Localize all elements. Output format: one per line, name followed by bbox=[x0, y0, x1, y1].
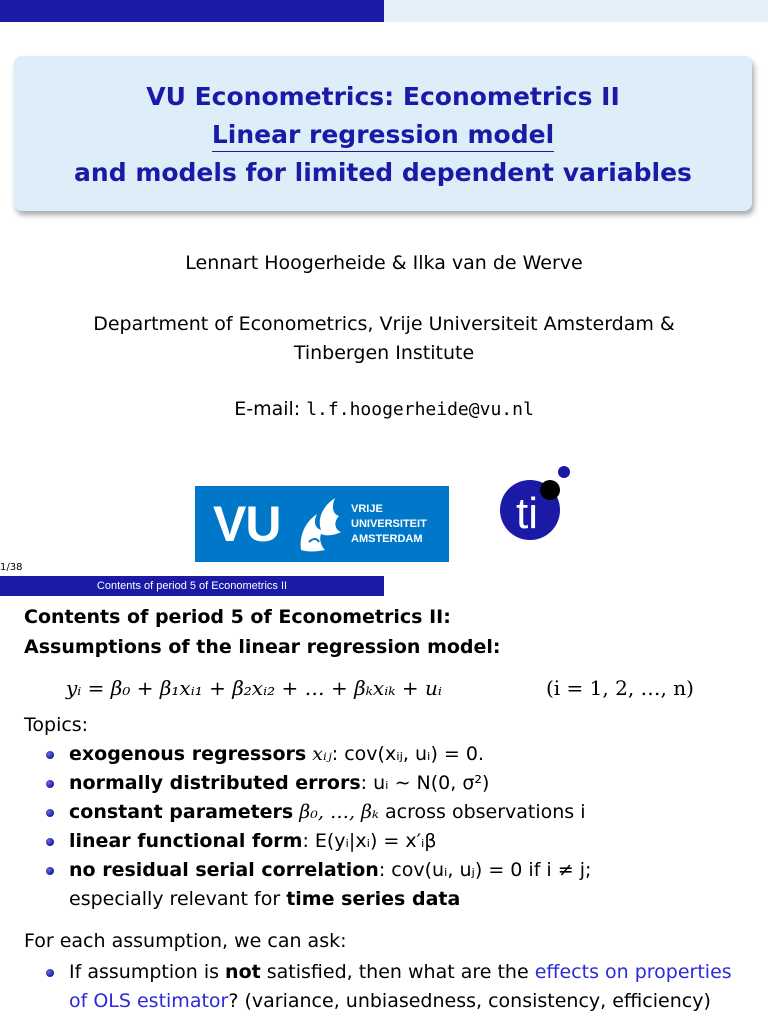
title-box bbox=[14, 56, 752, 211]
question-text: satisfied, then what are the bbox=[260, 961, 535, 983]
title-line-3: and models for limited dependent variables bbox=[74, 158, 692, 187]
list-item bbox=[46, 827, 591, 856]
vu-logo-words bbox=[351, 502, 427, 547]
topic-bold: linear functional form bbox=[69, 830, 303, 852]
topics-label: Topics: bbox=[24, 714, 89, 736]
topic-rest: : E(yᵢ|xᵢ) = x′ᵢβ bbox=[302, 830, 437, 852]
title-line-1: VU Econometrics: Econometrics II bbox=[146, 82, 620, 111]
section-bar: Contents of period 5 of Econometrics II bbox=[0, 576, 384, 596]
question-bold: not bbox=[225, 961, 261, 983]
topic-continuation: especially relevant for bbox=[69, 888, 287, 910]
tinbergen-logo bbox=[492, 462, 572, 546]
department-line-1: Department of Econometrics, Vrije Universiteit Amsterdam & bbox=[93, 313, 675, 335]
page-number: 1/38 bbox=[0, 562, 23, 573]
questions-list bbox=[46, 958, 732, 1016]
topic-math: xᵢⱼ bbox=[306, 743, 332, 765]
topics-list bbox=[46, 740, 591, 914]
topic-bold: constant parameters bbox=[69, 801, 294, 823]
vu-logo bbox=[195, 486, 449, 562]
vu-logo-word-1: VRIJE bbox=[351, 503, 383, 515]
bullet-icon bbox=[46, 969, 54, 977]
tinbergen-logo-text: ti bbox=[516, 489, 538, 538]
vu-logo-word-2: UNIVERSITEIT bbox=[351, 518, 427, 530]
email-label: E-mail: bbox=[234, 398, 307, 420]
equation-index: (i = 1, 2, …, n) bbox=[546, 676, 694, 700]
topic-bold: no residual serial correlation bbox=[69, 859, 379, 881]
question-text: ? (variance, unbiasedness, consistency, efficiency) bbox=[228, 990, 711, 1012]
topic-rest: : cov(uᵢ, uⱼ) = 0 if i ≠ j; bbox=[378, 859, 592, 881]
bullet-icon bbox=[46, 751, 54, 759]
bullet-icon bbox=[46, 780, 54, 788]
griffin-icon bbox=[295, 492, 345, 556]
list-item bbox=[46, 740, 591, 769]
list-item bbox=[46, 856, 591, 914]
topic-continuation-bold: time series data bbox=[286, 888, 461, 910]
bullet-icon bbox=[46, 809, 54, 817]
topic-rest: : cov(xᵢⱼ, uᵢ) = 0. bbox=[331, 743, 484, 765]
list-item bbox=[46, 798, 591, 827]
vu-logo-word-3: AMSTERDAM bbox=[351, 533, 423, 545]
topic-math: β₀, …, βₖ bbox=[293, 801, 379, 823]
header-bar-left bbox=[0, 0, 384, 22]
authors: Lennart Hoogerheide & Ilka van de Werve bbox=[185, 252, 583, 274]
question-text: If assumption is bbox=[69, 961, 226, 983]
bullet-icon bbox=[46, 867, 54, 875]
title-line-2-text: Linear regression model bbox=[212, 120, 554, 152]
department bbox=[0, 310, 768, 368]
topic-rest: : uᵢ ∼ N(0, σ²) bbox=[360, 772, 490, 794]
question-highlight: effects on properties bbox=[534, 961, 732, 983]
topic-rest: across observations i bbox=[378, 801, 586, 823]
list-item bbox=[46, 769, 591, 798]
email-line bbox=[0, 398, 768, 420]
list-item bbox=[46, 958, 732, 1016]
vu-logo-mark: VU bbox=[213, 496, 281, 552]
email-address: l.f.hoogerheide@vu.nl bbox=[306, 399, 534, 420]
section-heading-2: Assumptions of the linear regression model: bbox=[24, 636, 501, 658]
bullet-icon bbox=[46, 838, 54, 846]
department-line-2: Tinbergen Institute bbox=[293, 342, 475, 364]
header-bar-right bbox=[384, 0, 768, 22]
title-line-2 bbox=[14, 116, 752, 154]
section-heading-1: Contents of period 5 of Econometrics II: bbox=[24, 606, 451, 628]
foreach-text: For each assumption, we can ask: bbox=[24, 930, 347, 952]
question-highlight: of OLS estimator bbox=[69, 990, 229, 1012]
regression-equation: yᵢ = β₀ + β₁xᵢ₁ + β₂xᵢ₂ + … + βₖxᵢₖ + uᵢ bbox=[66, 676, 442, 700]
topic-bold: exogenous regressors bbox=[69, 743, 307, 765]
topic-bold: normally distributed errors bbox=[69, 772, 361, 794]
